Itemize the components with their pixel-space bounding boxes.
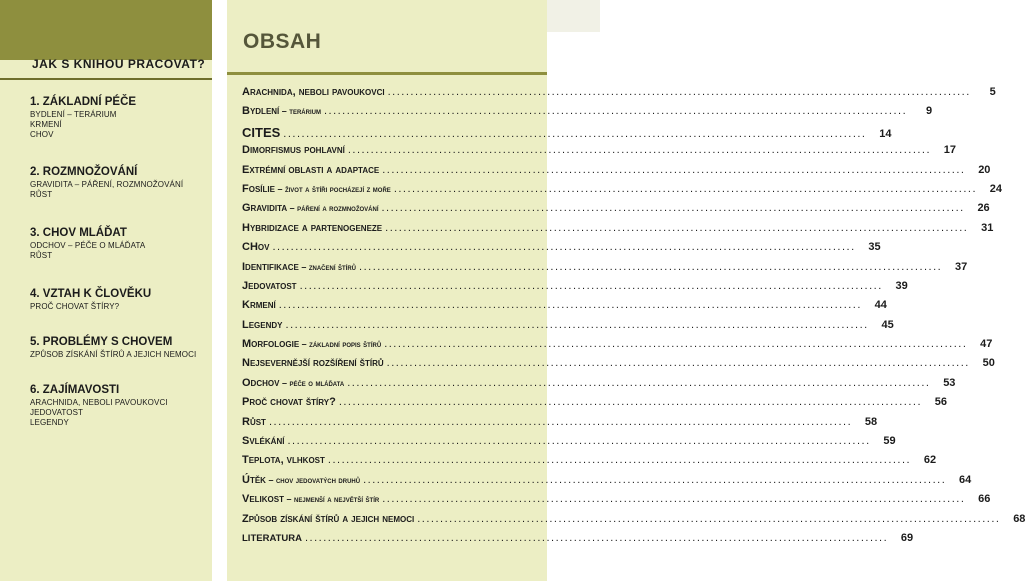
toc-leader-dots	[384, 338, 967, 350]
toc-page-number: 24	[989, 182, 1002, 195]
toc-entry-title: Extrémní oblasti a adaptace	[242, 163, 380, 176]
toc-page-number: 14	[879, 127, 892, 140]
toc-entry-title: Gravidita	[242, 202, 288, 215]
toc-page-number: 59	[883, 435, 896, 448]
section-item: ODCHOV – PÉČE O MLÁĎATA	[30, 241, 146, 250]
toc-entry-label	[242, 261, 356, 273]
toc-page-number: 17	[943, 144, 957, 157]
section-basic-care	[30, 95, 210, 140]
toc-leader-dots	[305, 532, 888, 544]
toc-leader-dots	[286, 319, 869, 331]
section-title: 1. ZÁKLADNÍ PÉČE	[30, 96, 137, 108]
toc-entry-label	[242, 241, 269, 253]
toc-entry-label	[242, 533, 302, 544]
toc-entry-title: Svlékání	[242, 435, 285, 448]
toc-entry-label	[242, 125, 280, 140]
section-title: 3. CHOV MLÁĎAT	[30, 227, 127, 239]
toc-title: OBSAH	[243, 30, 322, 53]
toc-entry-label	[242, 86, 385, 98]
toc-page-number: 45	[881, 318, 894, 331]
toc-leader-dots	[347, 377, 930, 389]
toc-page-number: 50	[982, 357, 995, 370]
toc-list	[242, 86, 1025, 551]
toc-entry-title: Bydlení	[242, 105, 280, 118]
section-item: RŮST	[30, 190, 53, 199]
toc-entry	[242, 473, 972, 493]
left-heading: JAK S KNIHOU PRACOVAT?	[32, 57, 206, 71]
toc-entry-title: Dimorfismus pohlavní	[242, 144, 345, 157]
section-item: BYDLENÍ – TERÁRIUM	[30, 110, 117, 119]
toc-entry-label	[242, 299, 276, 311]
toc-entry-title: Jedovatost	[242, 279, 297, 292]
toc-leader-dots	[324, 105, 907, 117]
toc-divider	[227, 72, 547, 75]
toc-entry	[242, 202, 990, 221]
toc-leader-dots	[382, 164, 965, 176]
toc-page-number: 39	[895, 279, 908, 292]
toc-leader-dots	[382, 202, 965, 214]
section-title: 4. VZTAH K ČLOVĚKU	[30, 288, 152, 300]
toc-leader-dots	[287, 435, 870, 447]
toc-entry-label	[242, 105, 321, 117]
toc-leader-dots	[348, 144, 931, 156]
toc-page-number: 69	[900, 531, 914, 544]
section-item: RŮST	[30, 251, 53, 260]
toc-entry	[242, 435, 896, 454]
toc-entry-title: Nejsevernější rozšíření štírů	[242, 357, 384, 370]
toc-page-number: 37	[954, 260, 968, 273]
toc-entry-label	[242, 416, 266, 428]
toc-entry-label	[242, 144, 345, 156]
toc-entry	[242, 357, 995, 376]
toc-leader-dots	[388, 86, 971, 98]
toc-page-number: 26	[977, 202, 990, 215]
toc-leader-dots	[328, 454, 911, 466]
section-item: GRAVIDITA – PÁŘENÍ, ROZMNOŽOVÁNÍ	[30, 180, 184, 189]
toc-entry-title: Arachnida, neboli pavoukovci	[242, 86, 385, 98]
toc-entry-title: CITES	[242, 124, 281, 140]
toc-entry-subtitle: – nejmenší a největší štír	[284, 494, 380, 505]
toc-page-number: 31	[981, 221, 994, 234]
toc-leader-dots	[394, 183, 977, 195]
toc-page-number: 44	[874, 299, 887, 312]
toc-page-number: 53	[943, 376, 956, 389]
toc-entry-subtitle: – páření a rozmnožování	[287, 203, 379, 214]
toc-entry	[242, 376, 956, 396]
toc-entry	[242, 124, 892, 144]
toc-entry-label	[242, 183, 391, 195]
toc-entry-subtitle: – péče o mláďata	[279, 377, 345, 388]
toc-entry	[242, 493, 991, 512]
toc-page-number: 58	[864, 415, 878, 428]
page-gutter	[212, 0, 227, 581]
toc-leader-dots	[279, 299, 862, 311]
toc-entry	[242, 105, 933, 124]
toc-leader-dots	[269, 416, 852, 428]
section-young	[30, 226, 210, 261]
toc-entry	[242, 241, 881, 260]
toc-page-number: 35	[868, 241, 881, 254]
toc-entry-title: LITERATURA	[242, 532, 302, 544]
section-title: 2. ROZMNOŽOVÁNÍ	[30, 166, 138, 178]
toc-leader-dots	[417, 513, 1000, 525]
toc-entry-title: Způsob získání štírů a jejich nemoci	[242, 512, 415, 525]
toc-entry	[242, 454, 937, 473]
toc-entry	[242, 221, 994, 241]
toc-leader-dots	[382, 493, 965, 505]
toc-entry	[242, 144, 957, 163]
toc-page-number: 62	[923, 454, 937, 467]
section-item: LEGENDY	[30, 418, 69, 427]
toc-entry-subtitle: – život a štíři pocházejí z moře	[274, 183, 391, 194]
left-header-band	[0, 0, 212, 60]
toc-entry	[242, 182, 1002, 202]
toc-entry	[242, 163, 991, 183]
toc-entry-label	[242, 474, 360, 486]
toc-entry-label	[242, 454, 325, 466]
toc-entry	[242, 318, 894, 338]
toc-entry-subtitle: – terárium	[279, 106, 321, 117]
toc-leader-dots	[359, 261, 942, 273]
toc-entry-title: Legendy	[242, 318, 283, 331]
toc-leader-dots	[339, 396, 922, 408]
toc-entry-title: Krmení	[242, 299, 276, 312]
toc-page-number: 64	[959, 473, 972, 486]
section-item: ZPŮSOB ZÍSKÁNÍ ŠTÍRŮ A JEJICH NEMOCI	[30, 350, 197, 359]
toc-entry-title: Proč chovat štíry?	[242, 396, 336, 409]
toc-entry-title: Velikost	[242, 493, 285, 506]
toc-entry-subtitle: – chov jedovatých druhů	[265, 474, 361, 485]
toc-entry-title: Hybridizace a partenogeneze	[242, 221, 383, 234]
section-item: KRMENÍ	[30, 120, 62, 129]
section-title: 6. ZAJÍMAVOSTI	[30, 384, 120, 396]
toc-page-number: 20	[978, 163, 991, 176]
section-title: 5. PROBLÉMY S CHOVEM	[30, 336, 173, 348]
toc-page-number: 68	[1013, 512, 1025, 525]
toc-entry-label	[242, 493, 379, 505]
toc-entry-label	[242, 164, 379, 176]
toc-entry	[242, 338, 993, 357]
toc-entry-label	[242, 513, 414, 525]
toc-entry-title: Odchov	[242, 376, 280, 389]
toc-entry-label	[242, 222, 382, 234]
toc-page-number: 56	[934, 396, 947, 409]
section-item: PROČ CHOVAT ŠTÍRY?	[30, 302, 120, 311]
toc-entry	[242, 396, 947, 415]
toc-entry	[242, 86, 996, 105]
toc-entry-subtitle: – značení štírů	[298, 261, 357, 272]
toc-entry-label	[242, 280, 297, 292]
toc-entry-title: CHov	[242, 241, 270, 254]
toc-page-number: 5	[989, 86, 996, 98]
toc-leader-dots	[385, 222, 968, 234]
toc-entry	[242, 299, 887, 318]
toc-entry-label	[242, 377, 344, 389]
toc-leader-dots	[283, 128, 866, 140]
section-curiosities	[30, 383, 210, 428]
toc-entry	[242, 260, 968, 280]
toc-entry	[242, 531, 914, 551]
toc-entry-title: Teplota, vlhkost	[242, 454, 325, 467]
section-item: JEDOVATOST	[30, 408, 84, 417]
toc-entry-title: Útěk	[242, 473, 266, 486]
toc-leader-dots	[363, 474, 946, 486]
toc-entry-label	[242, 319, 283, 331]
toc-entry-title: Morfologie	[242, 338, 300, 351]
toc-page-number: 66	[978, 493, 991, 506]
toc-entry	[242, 415, 878, 435]
toc-entry-title: Růst	[242, 415, 266, 428]
toc-entry-title: Fosílie	[242, 182, 275, 195]
toc-leader-dots	[300, 280, 883, 292]
section-problems	[30, 335, 210, 360]
toc-entry-label	[242, 396, 336, 408]
section-human-relation	[30, 287, 210, 312]
toc-entry-label	[242, 435, 284, 447]
toc-entry-label	[242, 338, 381, 350]
section-item: ARACHNIDA, NEBOLI PAVOUKOVCI	[30, 398, 168, 407]
toc-entry-label	[242, 202, 379, 214]
toc-entry	[242, 279, 908, 299]
next-page-band	[547, 0, 600, 32]
toc-leader-dots	[387, 357, 970, 369]
toc-page-number: 47	[980, 338, 993, 351]
section-item: CHOV	[30, 130, 54, 139]
toc-entry-title: Identifikace	[242, 260, 299, 273]
toc-entry-label	[242, 357, 384, 369]
toc-page-number: 9	[926, 105, 933, 118]
toc-leader-dots	[272, 241, 855, 253]
toc-entry-subtitle: – základní popis štírů	[299, 339, 382, 350]
toc-entry	[242, 512, 1025, 532]
section-reproduction	[30, 165, 210, 200]
left-divider	[0, 78, 212, 80]
